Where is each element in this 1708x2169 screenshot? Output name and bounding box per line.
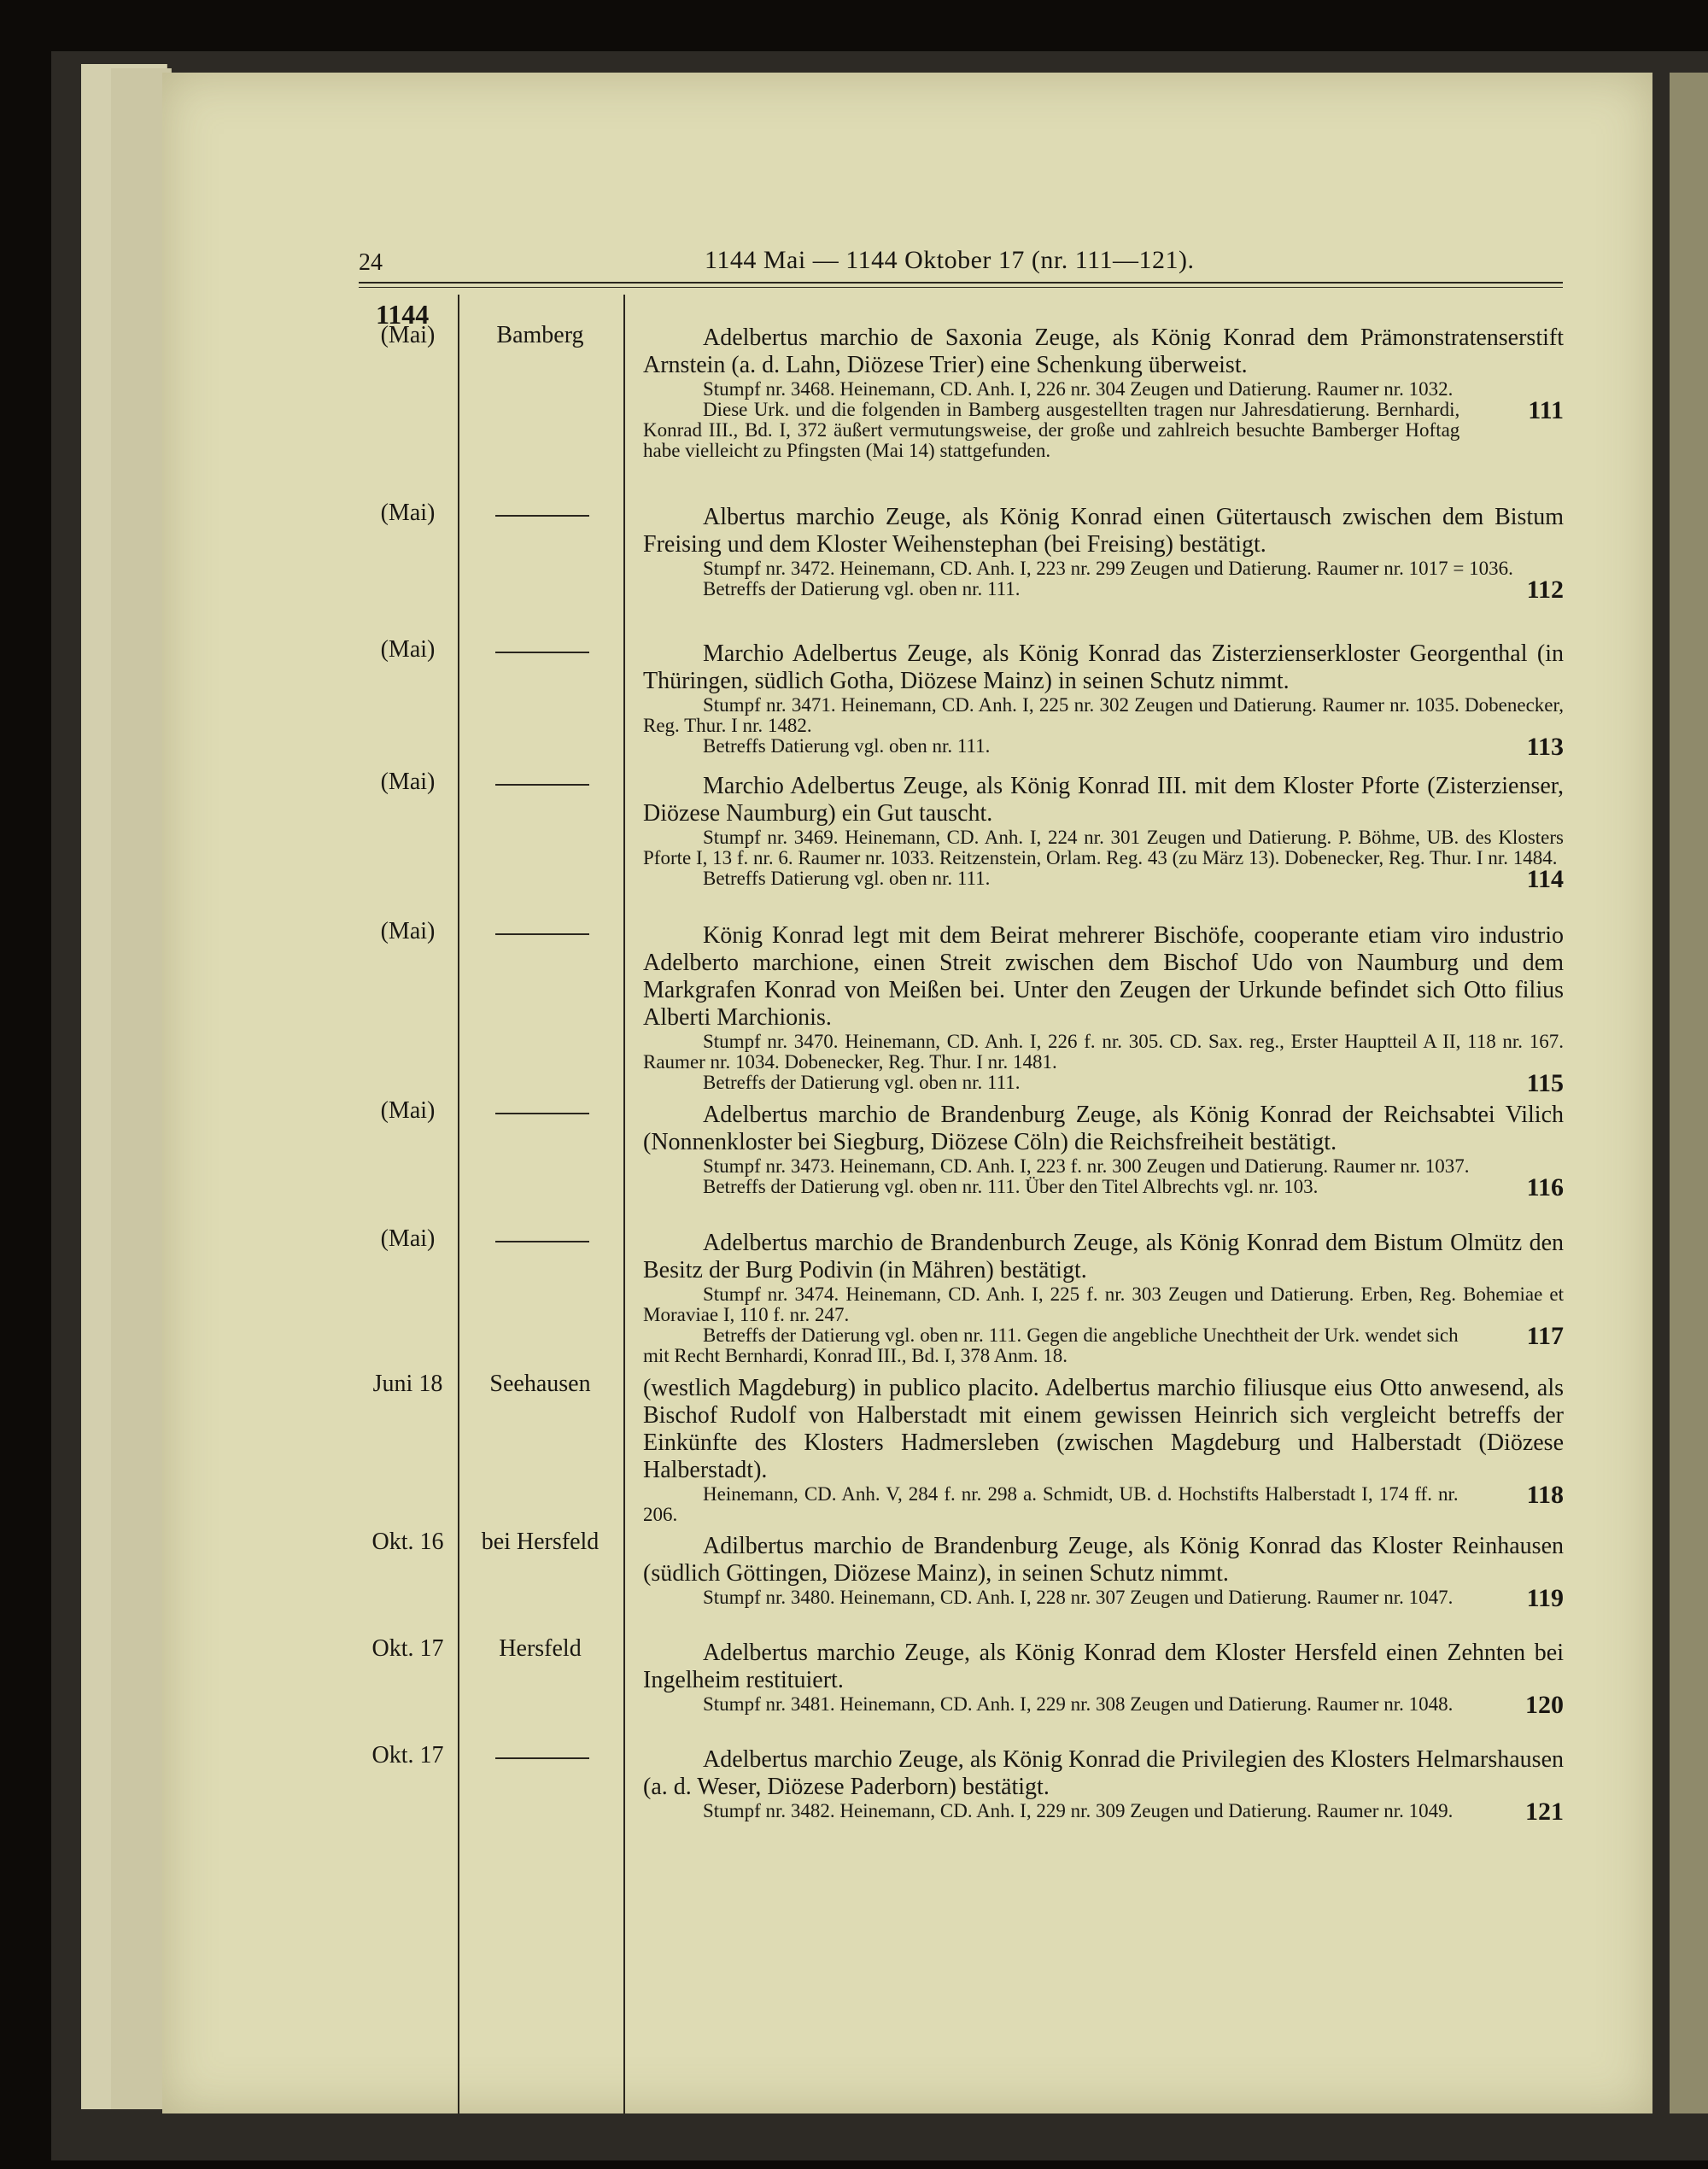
entry-number: 111	[1528, 396, 1564, 424]
entry-number: 116	[1526, 1173, 1564, 1201]
entry-place: Seehausen	[489, 1371, 591, 1397]
entry-text: Albertus marchio Zeuge, als König Konrad einen Gütertausch zwischen dem Bistum Freising und dem Kloster Weihenstephan (bei Freising) bestätigt.	[643, 504, 1564, 558]
entry-note	[643, 733, 1564, 761]
entry-note-text: Stumpf nr. 3481. Heinemann, CD. Anh. I, 229 nr. 308 Zeugen und Datierung. Raumer nr. 1048.	[703, 1693, 1454, 1715]
regest-entry	[643, 1102, 1564, 1199]
entry-note-text: Stumpf nr. 3474. Heinemann, CD. Anh. I, 225 f. nr. 303 Zeugen und Datierung. Erben, Reg. Bohemiae et Moraviae I, 110 f. nr. 247.	[643, 1283, 1564, 1325]
regest-entry	[643, 640, 1564, 761]
entry-note-text: Stumpf nr. 3480. Heinemann, CD. Anh. I, 228 nr. 307 Zeugen und Datierung. Raumer nr. 1047.	[703, 1587, 1454, 1608]
regest-entry	[643, 324, 1564, 461]
place-dash	[495, 1113, 589, 1114]
column-divider	[623, 295, 625, 2113]
entry-text: Marchio Adelbertus Zeuge, als König Konrad III. mit dem Kloster Pforte (Zisterzienser, Diözese Naumburg) ein Gut tauscht.	[643, 773, 1564, 827]
entry-number: 119	[1526, 1584, 1564, 1612]
regest-entry	[643, 1640, 1564, 1719]
entry-note	[643, 1069, 1564, 1097]
entry-note	[643, 558, 1564, 579]
entry-number: 121	[1525, 1798, 1564, 1826]
entry-text: Adelbertus marchio de Saxonia Zeuge, als König Konrad dem Prämonstratenserstift Arnstein (a. d. Lahn, Diözese Trier) eine Schenkung überweist.	[643, 324, 1564, 378]
regest-entry	[643, 1746, 1564, 1826]
entry-date: Okt. 16	[371, 1529, 444, 1555]
place-dash	[495, 652, 589, 653]
place-dash	[495, 1241, 589, 1242]
entry-note	[643, 827, 1564, 868]
place-dash	[495, 784, 589, 786]
entry-text: (westlich Magdeburg) in publico placito. Adelbertus marchio filiusque eius Otto anwesend, als Bischof Rudolf von Halberstadt mit einem gewissen Heinrich sich vergleicht betreffs der Einkünfte des Klosters Hadmersleben (zwischen Magdeburg und Halberstadt (Diözese Halberstadt).	[643, 1375, 1564, 1483]
entry-note	[643, 1173, 1564, 1201]
entry-number: 120	[1525, 1691, 1564, 1719]
entry-note	[643, 1322, 1564, 1366]
entry-number: 115	[1526, 1069, 1564, 1097]
entry-note	[643, 1481, 1564, 1525]
entry-date: Okt. 17	[371, 1635, 444, 1662]
entry-note-text: Betreffs Datierung vgl. oben nr. 111.	[703, 735, 991, 757]
entry-note	[643, 695, 1564, 736]
place-dash	[495, 515, 589, 517]
regest-entry	[643, 773, 1564, 891]
entry-place: Bamberg	[496, 322, 584, 348]
regest-entry	[643, 1375, 1564, 1525]
entry-note	[643, 1284, 1564, 1325]
entry-number: 114	[1526, 865, 1564, 893]
page-number: 24	[359, 249, 383, 276]
entry-note-text: Diese Urk. und die folgenden in Bamberg ausgestellten tragen nur Jahresdatierung. Bernhardi, Konrad III., Bd. I, 372 äußert vermutungsweise, der große und zahlreich besuchte Bamberger Hoftag habe vielleicht zu Pfingsten (Mai 14) stattgefunden.	[643, 399, 1460, 461]
entry-note	[643, 1798, 1564, 1826]
entry-note	[643, 865, 1564, 893]
entry-text: Adilbertus marchio de Brandenburg Zeuge, als König Konrad das Kloster Reinhausen (südlich Göttingen, Diözese Mainz), in seinen Schutz nimmt.	[643, 1533, 1564, 1587]
entry-note-text: Betreffs der Datierung vgl. oben nr. 111.	[703, 578, 1021, 599]
entry-note	[643, 1032, 1564, 1073]
column-divider	[458, 295, 459, 2113]
entry-date: (Mai)	[380, 918, 436, 944]
entry-number: 117	[1526, 1322, 1564, 1350]
entry-note	[643, 396, 1564, 461]
entry-note	[643, 1691, 1564, 1719]
entry-note-text: Betreffs Datierung vgl. oben nr. 111.	[703, 868, 991, 889]
running-header: 1144 Mai — 1144 Oktober 17 (nr. 111—121).	[705, 246, 1195, 274]
entry-note-text: Heinemann, CD. Anh. V, 284 f. nr. 298 a. Schmidt, UB. d. Hochstifts Halberstadt I, 174 ff. nr. 206.	[643, 1483, 1459, 1525]
header-rule	[359, 282, 1563, 284]
entry-note	[643, 1156, 1564, 1177]
regest-entry	[643, 922, 1564, 1095]
entry-note-text: Stumpf nr. 3469. Heinemann, CD. Anh. I, 224 nr. 301 Zeugen und Datierung. P. Böhme, UB. des Klosters Pforte I, 13 f. nr. 6. Raumer nr. 1033. Reitzenstein, Orlam. Reg. 43 (zu März 13). Dobenecker, Reg. Thur. I nr. 1484.	[643, 827, 1564, 868]
entry-note-text: Stumpf nr. 3468. Heinemann, CD. Anh. I, 226 nr. 304 Zeugen und Datierung. Raumer nr. 1032.	[703, 378, 1454, 400]
regest-entry	[643, 504, 1564, 604]
entry-note-text: Stumpf nr. 3472. Heinemann, CD. Anh. I, 223 nr. 299 Zeugen und Datierung. Raumer nr. 1017 = 1036.	[703, 558, 1513, 579]
entry-date: (Mai)	[380, 769, 436, 795]
entry-date: (Mai)	[380, 1097, 436, 1124]
facing-page-edge	[1670, 73, 1708, 2113]
regest-entry	[643, 1230, 1564, 1366]
entry-note-text: Betreffs der Datierung vgl. oben nr. 111.	[703, 1072, 1021, 1093]
entry-note	[643, 379, 1564, 400]
place-dash	[495, 933, 589, 935]
entry-note	[643, 1584, 1564, 1612]
entry-note-text: Stumpf nr. 3471. Heinemann, CD. Anh. I, 225 nr. 302 Zeugen und Datierung. Raumer nr. 1035. Dobenecker, Reg. Thur. I nr. 1482.	[643, 694, 1564, 736]
entry-note-text: Stumpf nr. 3482. Heinemann, CD. Anh. I, 229 nr. 309 Zeugen und Datierung. Raumer nr. 1049.	[703, 1800, 1454, 1821]
entry-text: Adelbertus marchio Zeuge, als König Konrad dem Kloster Hersfeld einen Zehnten bei Ingelheim restituiert.	[643, 1640, 1564, 1693]
entry-place: bei Hersfeld	[481, 1529, 600, 1555]
entry-note-text: Stumpf nr. 3473. Heinemann, CD. Anh. I, 223 f. nr. 300 Zeugen und Datierung. Raumer nr. 1037.	[703, 1155, 1470, 1177]
entry-note-text: Betreffs der Datierung vgl. oben nr. 111. Über den Titel Albrechts vgl. nr. 103.	[703, 1176, 1319, 1197]
entry-text: Marchio Adelbertus Zeuge, als König Konrad das Zisterzienserkloster Georgenthal (in Thüringen, südlich Gotha, Diözese Mainz) in seinen Schutz nimmt.	[643, 640, 1564, 694]
entry-date: (Mai)	[380, 1225, 436, 1252]
place-dash	[495, 1757, 589, 1759]
year-heading: 1144	[376, 299, 430, 330]
entry-date: (Mai)	[380, 636, 436, 663]
entry-note-text: Betreffs der Datierung vgl. oben nr. 111. Gegen die angebliche Unechtheit der Urk. wendet sich mit Recht Bernhardi, Konrad III., Bd. I, 378 Anm. 18.	[643, 1324, 1459, 1366]
entry-date: Okt. 17	[371, 1742, 444, 1769]
entry-note	[643, 576, 1564, 604]
header-rule	[359, 287, 1563, 288]
entry-text: Adelbertus marchio de Brandenburch Zeuge, als König Konrad dem Bistum Olmütz den Besitz der Burg Podivin (in Mähren) bestätigt.	[643, 1230, 1564, 1283]
entry-number: 112	[1526, 576, 1564, 604]
entry-number: 113	[1526, 733, 1564, 761]
entry-note-text: Stumpf nr. 3470. Heinemann, CD. Anh. I, 226 f. nr. 305. CD. Sax. reg., Erster Hauptteil A II, 118 nr. 167. Raumer nr. 1034. Dobenecker, Reg. Thur. I nr. 1481.	[643, 1031, 1564, 1073]
entry-place: Hersfeld	[499, 1635, 582, 1662]
entry-date: (Mai)	[380, 322, 436, 348]
entry-date: (Mai)	[380, 500, 436, 526]
entry-text: König Konrad legt mit dem Beirat mehrerer Bischöfe, cooperante etiam viro industrio Adelberto marchione, einen Streit zwischen dem Bischof Udo von Naumburg und dem Markgrafen Konrad von Meißen bei. Unter den Zeugen der Urkunde befindet sich Otto filius Alberti Marchionis.	[643, 922, 1564, 1031]
entry-date: Juni 18	[372, 1371, 443, 1397]
entry-text: Adelbertus marchio Zeuge, als König Konrad die Privilegien des Klosters Helmarshausen (a. d. Weser, Diözese Paderborn) bestätigt.	[643, 1746, 1564, 1800]
regest-entry	[643, 1533, 1564, 1610]
entry-text: Adelbertus marchio de Brandenburg Zeuge, als König Konrad der Reichsabtei Vilich (Nonnenkloster bei Siegburg, Diözese Cöln) die Reichsfreiheit bestätigt.	[643, 1102, 1564, 1155]
entry-number: 118	[1526, 1481, 1564, 1509]
